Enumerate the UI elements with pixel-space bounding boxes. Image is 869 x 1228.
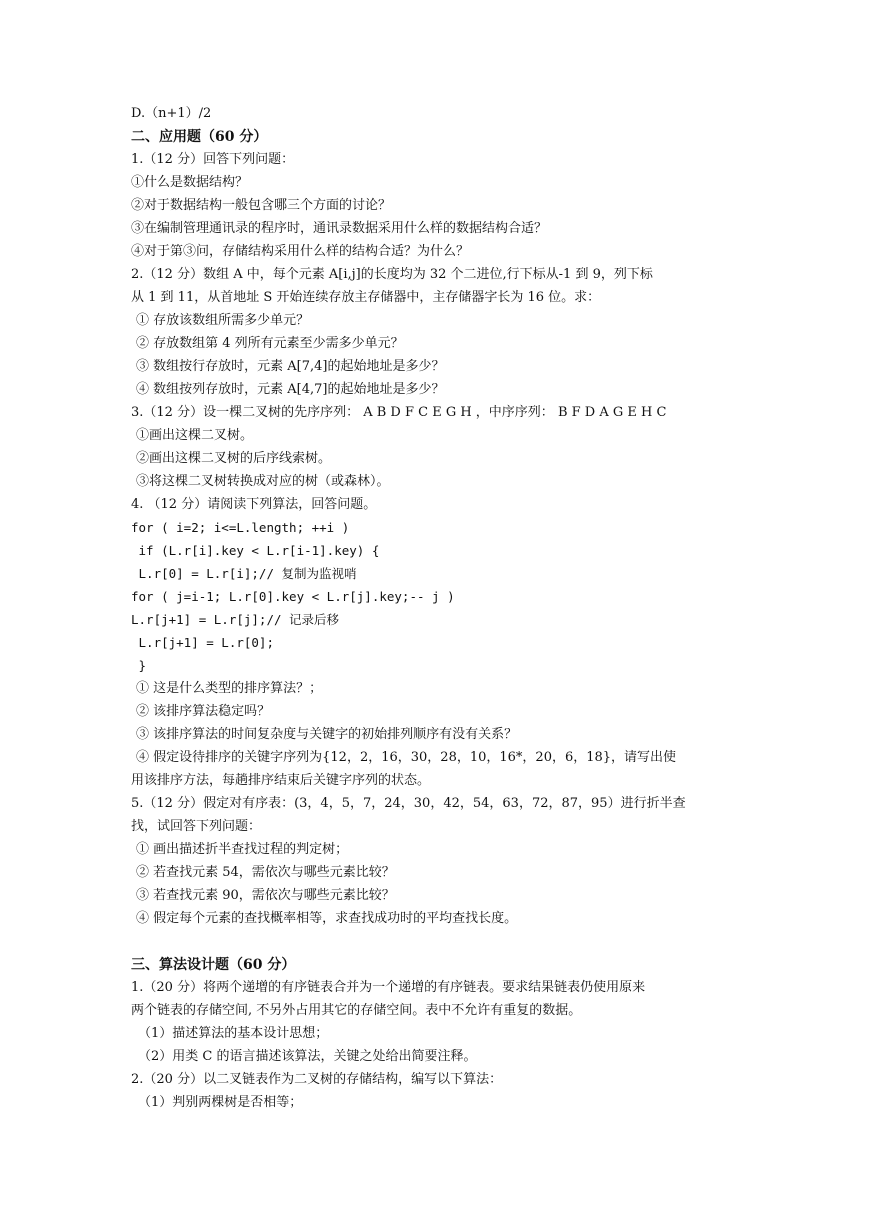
text-line: ① 存放该数组所需多少单元？ xyxy=(136,313,310,328)
code-line: L.r[0] = L.r[i];// 复制为监视哨 xyxy=(131,566,357,581)
code-line: for ( i=2; i<=L.length; ++i ) xyxy=(131,520,350,535)
text-line: ② 若查找元素 54，需依次与哪些元素比较？ xyxy=(136,865,395,880)
text-line: ② 存放数组第 4 列所有元素至少需多少单元？ xyxy=(136,336,404,351)
text-line: ③ 数组按行存放时，元素 A[7,4]的起始地址是多少？ xyxy=(136,359,445,374)
code-line: L.r[j+1] = L.r[j];// 记录后移 xyxy=(131,612,340,627)
text-line: ④ 假定设待排序的关键字序列为{12，2，16，30，28，10，16*，20，6，18}，请写出使 xyxy=(136,750,677,765)
text-line: ②画出这棵二叉树的后序线索树。 xyxy=(136,451,332,466)
text-line: D.（n+1）/2 xyxy=(131,106,212,121)
section-heading: 三、算法设计题（60 分） xyxy=(131,957,296,973)
code-line: L.r[j+1] = L.r[0]; xyxy=(131,635,274,650)
text-line: （1）描述算法的基本设计思想； xyxy=(138,1026,329,1041)
text-line: 4. （12 分）请阅读下列算法，回答问题。 xyxy=(131,497,377,512)
text-line: 2.（20 分）以二叉链表作为二叉树的存储结构，编写以下算法： xyxy=(131,1072,503,1087)
text-line: ②对于数据结构一般包含哪三个方面的讨论？ xyxy=(131,198,392,213)
text-line: ④对于第③问，存储结构采用什么样的结构合适？为什么？ xyxy=(131,244,470,259)
text-line: ① 画出描述折半查找过程的判定树； xyxy=(136,842,349,857)
code-line: if (L.r[i].key < L.r[i-1].key) { xyxy=(131,543,380,558)
text-line: ③将这棵二叉树转换成对应的树（或森林）。 xyxy=(136,474,390,489)
text-line: 两个链表的存储空间, 不另外占用其它的存储空间。表中不允许有重复的数据。 xyxy=(131,1003,582,1018)
text-line: 找，试回答下列问题： xyxy=(131,819,262,834)
text-line: ① 这是什么类型的排序算法？； xyxy=(136,681,323,696)
text-line: 1.（12 分）回答下列问题： xyxy=(131,152,295,167)
text-line: （1）判别两棵树是否相等； xyxy=(138,1095,303,1110)
text-line: ①画出这棵二叉树。 xyxy=(136,428,254,443)
text-line: ①什么是数据结构？ xyxy=(131,175,249,190)
text-line: 5.（12 分）假定对有序表：(3，4，5，7，24，30，42，54，63，72，87，95）进行折半查 xyxy=(131,796,686,811)
text-line: ④ 数组按列存放时，元素 A[4,7]的起始地址是多少？ xyxy=(136,382,445,397)
text-line: ③在编制管理通讯录的程序时，通讯录数据采用什么样的数据结构合适？ xyxy=(131,221,548,236)
text-line: 从 1 到 11，从首地址 S 开始连续存放主存储器中，主存储器字长为 16 位。求： xyxy=(131,290,601,305)
text-line: 3.（12 分）设一棵二叉树的先序序列： A B D F C E G H ，中序序列： B F D A G E H C xyxy=(131,405,667,420)
code-line: } xyxy=(131,658,147,673)
code-line: for ( j=i-1; L.r[0].key < L.r[j].key;-- j ) xyxy=(131,589,455,604)
text-line: 用该排序方法，每趟排序结束后关键字序列的状态。 xyxy=(131,773,431,788)
text-line: ② 该排序算法稳定吗？ xyxy=(136,704,271,719)
text-line: ④ 假定每个元素的查找概率相等，求查找成功时的平均查找长度。 xyxy=(136,911,518,926)
text-line: 2.（12 分）数组 A 中，每个元素 A[i,j]的长度均为 32 个二进位,行下标从-1 到 9，列下标 xyxy=(131,267,653,282)
text-line: 1.（20 分）将两个递增的有序链表合并为一个递增的有序链表。要求结果链表仍使用原来 xyxy=(131,980,646,995)
text-line: （2）用类 C 的语言描述该算法，关键之处给出简要注释。 xyxy=(138,1049,477,1064)
text-line: ③ 该排序算法的时间复杂度与关键字的初始排列顺序有没有关系？ xyxy=(136,727,518,742)
text-line: ③ 若查找元素 90，需依次与哪些元素比较？ xyxy=(136,888,395,903)
section-heading: 二、应用题（60 分） xyxy=(131,129,268,145)
